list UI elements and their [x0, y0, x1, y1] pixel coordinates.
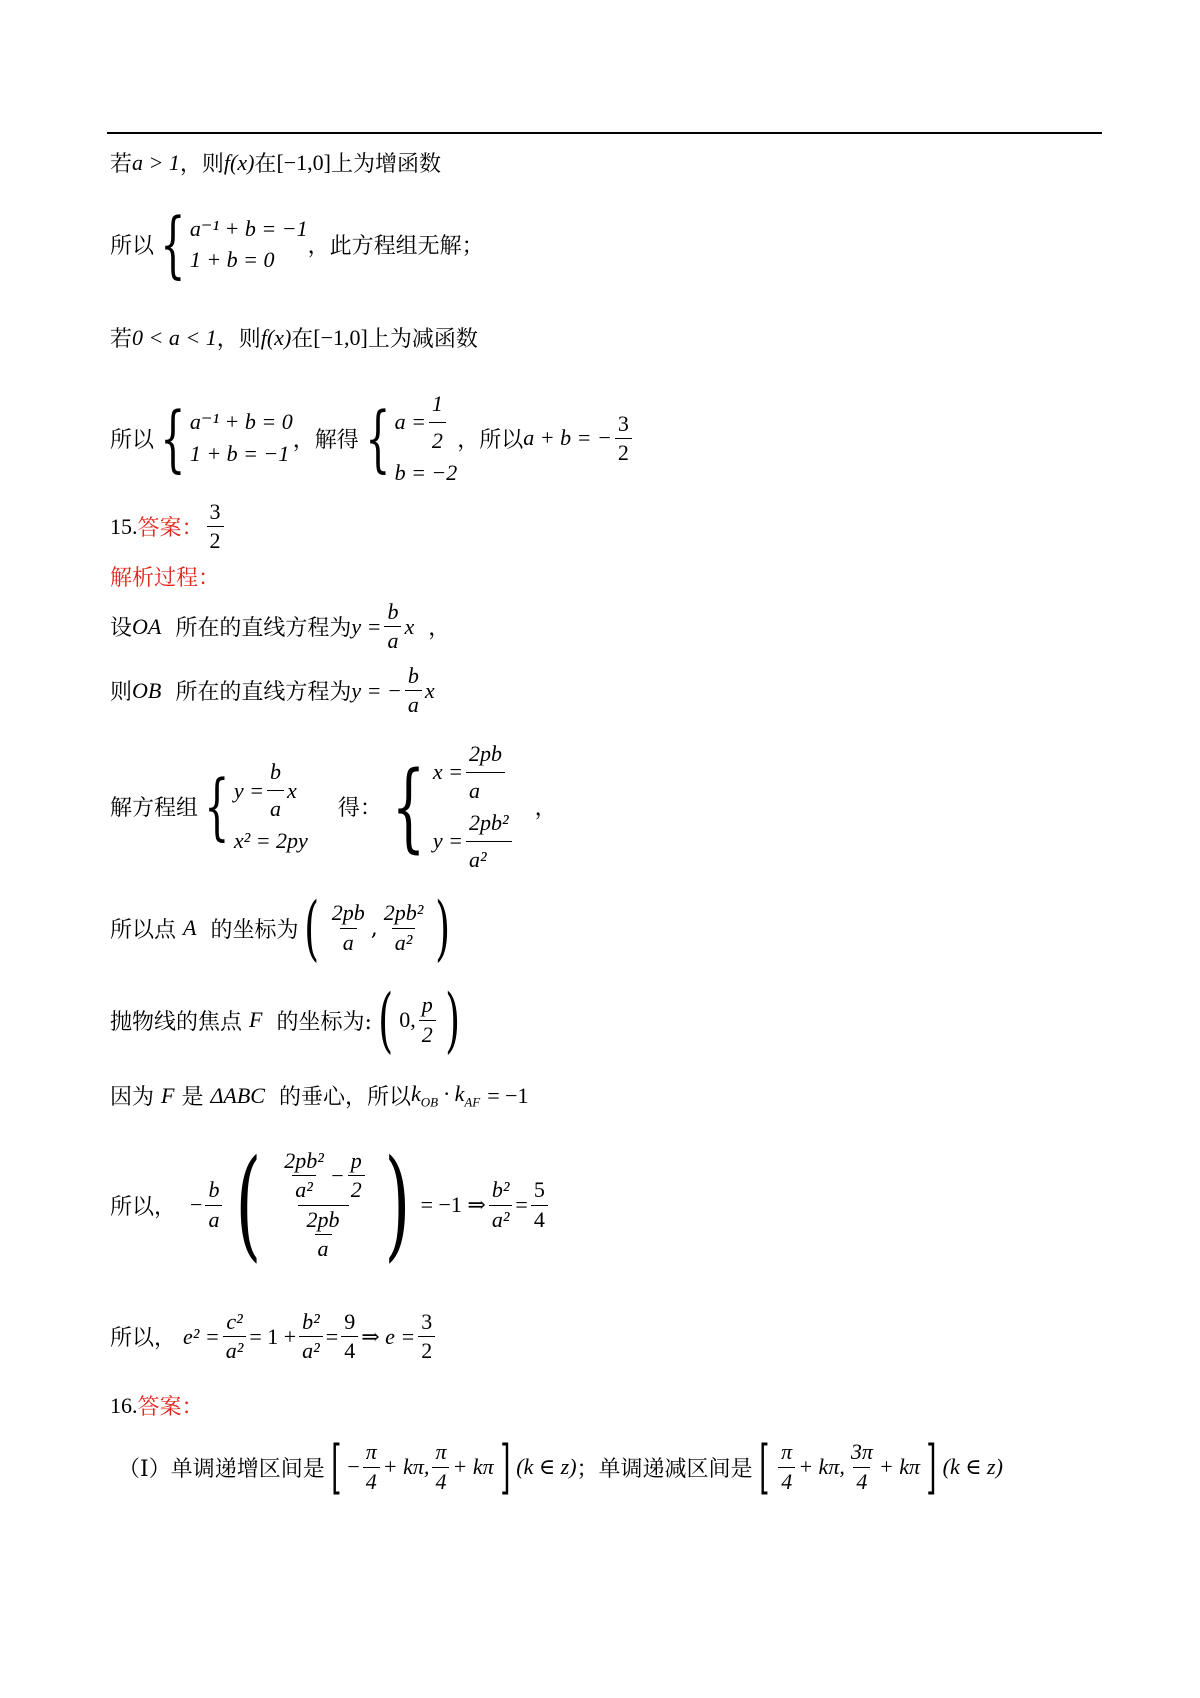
- text: 若: [110, 152, 133, 177]
- brace-icon: {: [391, 750, 426, 863]
- solution-a: [395, 388, 458, 457]
- math: = −1 ⇒: [420, 1192, 486, 1217]
- equation: x² = 2py: [233, 828, 308, 854]
- math: · k: [443, 1080, 465, 1106]
- focus-f: [110, 979, 466, 1061]
- math: −: [347, 1454, 360, 1479]
- math: A: [183, 915, 197, 940]
- text: 所以: [110, 233, 155, 259]
- numerator: 1: [431, 391, 443, 416]
- denominator: 4: [531, 1205, 548, 1232]
- fraction: [205, 1178, 222, 1231]
- text: ，此方程组无解；: [307, 233, 484, 259]
- denominator: a: [466, 772, 505, 807]
- math: x =: [432, 759, 464, 785]
- math-fx: f(x): [260, 324, 292, 350]
- text: 在: [254, 152, 277, 177]
- subscript: OB: [420, 1094, 439, 1110]
- fraction: [848, 1440, 876, 1493]
- math: + kπ,: [798, 1454, 845, 1479]
- text: 上为增函数: [331, 152, 442, 177]
- math-condition: a > 1: [132, 149, 180, 175]
- math: x: [404, 613, 415, 639]
- denominator: a: [405, 690, 422, 717]
- denominator: 4: [432, 1467, 449, 1494]
- text: 抛物线的焦点: [110, 1009, 243, 1035]
- math: k: [410, 1080, 421, 1106]
- text: 所以: [110, 427, 155, 453]
- brace-icon: {: [160, 395, 186, 480]
- text: 的坐标为: [210, 917, 299, 943]
- numerator: p: [350, 1148, 362, 1174]
- numerator: π: [435, 1439, 447, 1465]
- math: + kπ: [878, 1454, 921, 1479]
- math: F: [249, 1007, 263, 1032]
- text: 的垂心，所以: [278, 1085, 411, 1110]
- fraction: [429, 388, 446, 457]
- brace-icon: {: [160, 202, 186, 286]
- math: OA: [132, 613, 162, 639]
- paren-icon: (: [235, 1135, 262, 1274]
- equation: [234, 756, 308, 825]
- fraction: [466, 738, 505, 807]
- point-a: 所以点 A 的坐标为 ( $\frac{2pb}{a}$ , $\frac{\text{2pb²}}{\text{a²}}$ ): [110, 887, 451, 969]
- text: 所以，: [110, 1194, 177, 1220]
- numerator: π: [365, 1439, 377, 1465]
- numerator: 3: [421, 1309, 433, 1334]
- subscript: AF: [464, 1094, 481, 1110]
- fraction: [432, 1440, 449, 1493]
- math: y = −: [351, 677, 402, 703]
- question-number: 16.: [110, 1392, 138, 1418]
- fraction: [304, 1208, 343, 1261]
- denominator: a: [205, 1205, 222, 1232]
- solution-system: [395, 388, 458, 489]
- math: (k ∈ z): [942, 1454, 1003, 1479]
- text: 设: [110, 616, 133, 642]
- equation: 1 + b = −1: [189, 441, 290, 467]
- paren-icon: (: [378, 979, 394, 1061]
- denominator: a: [315, 1234, 332, 1261]
- top-rule: [107, 132, 1102, 134]
- numerator: 9: [344, 1309, 356, 1334]
- text: 在: [291, 327, 314, 352]
- numerator: 2pb: [331, 900, 365, 926]
- q15-answer: [110, 500, 227, 553]
- text: 是: [181, 1085, 204, 1110]
- fraction: [299, 1310, 323, 1363]
- fraction: [384, 600, 401, 653]
- text: 所在的直线方程为: [175, 616, 352, 642]
- compound-fraction: [275, 1149, 370, 1261]
- math: 0,: [399, 1007, 416, 1032]
- text: ，则: [216, 327, 261, 352]
- orthocenter: [110, 1080, 529, 1111]
- numerator: b²: [302, 1309, 320, 1334]
- denominator: 2: [418, 1336, 435, 1363]
- brace-icon: {: [365, 395, 391, 480]
- denominator: a²: [292, 1175, 316, 1202]
- numerator: 3: [617, 410, 629, 436]
- text: ；单调递减区间是: [576, 1456, 753, 1482]
- fraction: [207, 500, 224, 553]
- denominator: 2: [419, 1020, 436, 1047]
- math: F: [161, 1082, 175, 1108]
- text: 所以，: [110, 1326, 177, 1352]
- equation: a + b = −: [523, 425, 612, 451]
- solve-system: [110, 738, 557, 876]
- denominator: 4: [341, 1336, 358, 1363]
- math: = 1 +: [249, 1323, 297, 1349]
- text: 解方程组: [110, 796, 199, 822]
- fraction: [329, 901, 368, 954]
- text: ，所以: [457, 427, 524, 453]
- math: y =: [432, 828, 464, 854]
- line-ob: [110, 664, 435, 717]
- math: [411, 1081, 438, 1110]
- fraction: [341, 1310, 358, 1363]
- equation-system: [234, 756, 308, 857]
- fraction: [419, 993, 436, 1046]
- denominator: a: [267, 790, 284, 825]
- fraction: [381, 901, 427, 954]
- fraction: [281, 1149, 327, 1202]
- denominator: 4: [778, 1467, 795, 1494]
- equation: [433, 807, 515, 876]
- text: 上为减函数: [367, 327, 478, 352]
- math: ΔABC: [210, 1082, 265, 1108]
- math: (k ∈ z): [516, 1454, 577, 1479]
- denominator: a: [340, 928, 357, 955]
- math: y =: [351, 613, 382, 639]
- math: x: [424, 677, 435, 703]
- case-a-lt-1: [110, 322, 478, 353]
- fraction: [778, 1440, 795, 1493]
- fraction: [531, 1178, 548, 1231]
- math: + kπ: [452, 1454, 494, 1479]
- analysis-label: 解析过程：: [110, 566, 221, 591]
- denominator: 2: [429, 422, 446, 457]
- math: =: [515, 1192, 528, 1217]
- answer-label: 答案：: [137, 1395, 204, 1420]
- equation: [433, 738, 515, 807]
- fraction: [348, 1149, 365, 1202]
- denominator: a: [384, 626, 401, 653]
- numerator: b²: [491, 1177, 510, 1203]
- numerator: 3: [209, 499, 221, 524]
- numerator: b: [208, 1177, 220, 1203]
- text: 得：: [337, 796, 382, 822]
- denominator: a²: [223, 1336, 247, 1363]
- math: = −1: [487, 1082, 529, 1108]
- math: −: [190, 1192, 203, 1217]
- eccentricity: [110, 1310, 438, 1363]
- system-solution: [110, 388, 635, 489]
- denominator: 2: [348, 1175, 365, 1202]
- text: 因为: [110, 1085, 155, 1110]
- math-interval: [−1,0]: [313, 324, 368, 350]
- equation: a =: [394, 409, 426, 435]
- fraction: [615, 412, 632, 465]
- math: [438, 1081, 480, 1110]
- denominator: a²: [392, 928, 416, 955]
- math-interval: [−1,0]: [276, 149, 331, 175]
- brace-icon: {: [204, 764, 230, 849]
- numerator: π: [781, 1439, 793, 1465]
- paren-icon: ): [384, 1135, 411, 1274]
- numerator: 2pb: [469, 741, 503, 766]
- equation-system: [190, 406, 293, 470]
- paren-icon: (: [304, 887, 320, 969]
- math-fx: f(x): [223, 149, 255, 175]
- question-number: 15.: [110, 513, 138, 539]
- case-a-gt-1: [110, 147, 441, 178]
- q16-answer: [110, 1390, 204, 1421]
- fraction: [267, 756, 284, 825]
- denominator: 4: [363, 1467, 380, 1494]
- numerator: 3π: [850, 1439, 873, 1465]
- text: （I）单调递增区间是: [118, 1456, 325, 1482]
- result-system: [433, 738, 515, 876]
- numerator: [275, 1149, 370, 1204]
- numerator: b: [269, 759, 281, 785]
- text: ，解得: [292, 427, 359, 453]
- bracket-icon: [: [758, 1433, 769, 1501]
- denominator: a²: [489, 1205, 513, 1232]
- paren-icon: ): [444, 979, 460, 1061]
- math: OB: [132, 677, 162, 703]
- fraction: [405, 664, 422, 717]
- equation: 1 + b = 0: [189, 247, 275, 273]
- answer-label: 答案：: [137, 516, 204, 542]
- fraction: [418, 1310, 435, 1363]
- math: + kπ,: [382, 1454, 430, 1479]
- bracket-icon: ]: [926, 1433, 937, 1501]
- numerator: c²: [226, 1309, 243, 1334]
- text: ，: [428, 616, 451, 642]
- equation: a⁻¹ + b = −1: [189, 215, 308, 241]
- bracket-icon: ]: [499, 1433, 511, 1501]
- line-oa: [110, 600, 450, 653]
- fraction: [489, 1178, 513, 1231]
- equation: a⁻¹ + b = 0: [189, 409, 293, 435]
- denominator: [298, 1205, 349, 1261]
- text: 所以点: [110, 917, 177, 943]
- math: y =: [233, 777, 264, 803]
- equation: b = −2: [394, 459, 458, 485]
- numerator: 5: [533, 1177, 545, 1203]
- math: e² =: [183, 1323, 220, 1349]
- math: ⇒ e =: [361, 1323, 416, 1349]
- numerator: 2pb: [306, 1206, 340, 1232]
- text: 所在的直线方程为: [175, 680, 352, 706]
- numerator: p: [421, 992, 433, 1018]
- bracket-icon: [: [330, 1433, 342, 1501]
- fraction: [363, 1440, 380, 1493]
- paren-icon: ): [435, 887, 451, 969]
- fraction: [466, 807, 512, 876]
- math: −: [329, 1162, 345, 1188]
- equation-system: [190, 213, 308, 277]
- system-no-solution: [110, 202, 484, 286]
- denominator: 4: [853, 1467, 870, 1494]
- math: =: [325, 1323, 339, 1349]
- fraction: [223, 1310, 247, 1363]
- math-condition: 0 < a < 1: [132, 324, 217, 350]
- numerator: 2pb²: [284, 1148, 324, 1174]
- text: ，则: [179, 152, 224, 177]
- numerator: 2pb²: [469, 809, 509, 835]
- text: 则: [110, 680, 133, 706]
- math: x: [286, 777, 297, 803]
- text: 的坐标为:: [276, 1009, 372, 1035]
- denominator: 2: [207, 526, 224, 553]
- text: 若: [110, 327, 133, 352]
- slope-equation: [110, 1135, 551, 1274]
- denominator: a²: [466, 841, 512, 876]
- numerator: b: [387, 599, 399, 624]
- numerator: 2pb²: [383, 900, 424, 926]
- denominator: 2: [615, 438, 632, 465]
- numerator: b: [407, 663, 419, 688]
- denominator: a²: [299, 1336, 323, 1363]
- monotonic-intervals: [118, 1433, 1003, 1501]
- text: ，: [534, 796, 557, 822]
